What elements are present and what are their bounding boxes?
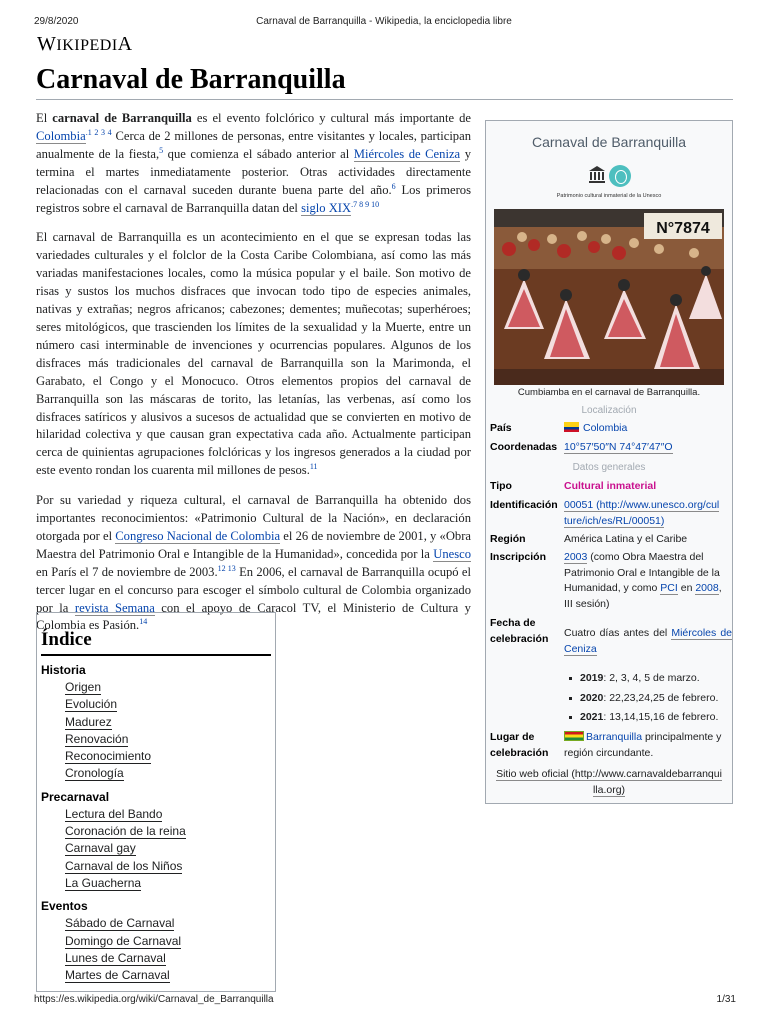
link-coordenadas[interactable]: 10°57′50″N 74°47′47″O: [564, 441, 673, 453]
toc-item: [41, 950, 271, 967]
toc-link[interactable]: Coronación de la reina: [65, 824, 186, 839]
toc-link[interactable]: La Guacherna: [65, 875, 142, 890]
ref-14[interactable]: 14: [139, 617, 148, 627]
toc-link[interactable]: Sábado de Carnaval: [65, 916, 175, 931]
link-siglo-xix[interactable]: siglo XIX: [301, 200, 352, 215]
toc-link[interactable]: Martes de Carnaval: [65, 968, 170, 983]
official-website-link[interactable]: Sitio web oficial (http://www.carnavaldebarranqui lla.org): [496, 768, 722, 796]
refs-12-13[interactable]: 12 13: [217, 563, 236, 573]
logo-caption: Patrimonio cultural inmaterial de la Unesco: [556, 193, 662, 199]
table-of-contents: [36, 612, 276, 992]
toc-link[interactable]: Carnaval gay: [65, 841, 136, 856]
toc-item: [41, 858, 271, 875]
toc-item: [41, 696, 271, 713]
toc-heading: Índice: [41, 629, 271, 656]
refs-1-4[interactable]: .1 2 3 4: [85, 127, 112, 137]
toc-section[interactable]: Precarnaval: [41, 789, 110, 804]
infobox: Carnaval de Barranquilla Patrimonio cultural inmaterial de la Unesco N°7874 Cumbiamba en el carnaval de Barranquilla. Localización País Colombia Coordenadas 10°57′50″N 74°47′47″O Datos generales Tipo Cultural inmaterial Identificación 00051 (http://www.unesco.org/cul ture/ich/es/RL/00051) Región América Latina y el Caribe Inscripción 2003 (como Obra Maestra del Patrimonio Oral e Intangible de la Humanidad, y como PCI en 2008, III sesión) Fecha de celebración Cuatro días antes del Miércoles de Ceniza 2019: 2, 3, 4, 5 de marzo. 2020: 22,23,24,25 de febrero. 2021: 13,14,15,16 de febrero. Lugar de celebración Barranquilla principalmente y región circundante. Sitio web oficial (http://www.carnavaldebarranqui lla.org): [485, 120, 733, 804]
ref-6[interactable]: 6: [391, 181, 396, 191]
toc-link[interactable]: Carnaval de los Niños: [65, 858, 183, 873]
toc-item: [41, 933, 271, 950]
link-identificacion[interactable]: 00051 (http://www.unesco.org/cul ture/ich/es/RL/00051): [564, 499, 720, 527]
article-body: [36, 110, 471, 647]
colombia-flag-icon: [564, 422, 579, 432]
toc-link[interactable]: Madurez: [65, 714, 112, 729]
section-datos-generales: Datos generales: [572, 462, 646, 473]
toc-section[interactable]: Historia: [41, 663, 86, 677]
infobox-title: Carnaval de Barranquilla: [531, 134, 687, 150]
link-pais-colombia[interactable]: Colombia: [583, 422, 628, 434]
link-pci[interactable]: PCI: [660, 582, 678, 594]
toc-link[interactable]: Renovación: [65, 731, 129, 746]
toc-item: [41, 679, 271, 696]
title-divider: [36, 99, 733, 100]
date-item: 2021: 13,14,15,16 de febrero.: [564, 710, 732, 726]
ref-5[interactable]: 5: [159, 145, 164, 155]
print-page-number: 1/31: [716, 994, 736, 1005]
link-2003[interactable]: 2003: [564, 551, 588, 563]
barranquilla-flag-icon: [564, 731, 584, 741]
toc-item: [41, 823, 271, 840]
toc-link[interactable]: Lunes de Carnaval: [65, 950, 166, 965]
refs-7-10[interactable]: .7 8 9 10: [351, 199, 380, 209]
toc-link[interactable]: Reconocimiento: [65, 749, 152, 764]
toc-item: [41, 806, 271, 823]
toc-item: [41, 967, 271, 984]
photo-sign: N°7874: [656, 220, 710, 237]
unesco-temple-icon: [588, 165, 606, 183]
print-title: Carnaval de Barranquilla - Wikipedia, la enciclopedia libre: [256, 16, 512, 27]
date-item: 2020: 22,23,24,25 de febrero.: [564, 691, 732, 707]
link-unesco[interactable]: Unesco: [433, 546, 471, 561]
print-url: https://es.wikipedia.org/wiki/Carnaval_de_Barranquilla: [34, 994, 274, 1005]
link-barranquilla[interactable]: Barranquilla: [586, 731, 643, 743]
toc-item: [41, 765, 271, 782]
infobox-logos: [486, 165, 732, 187]
section-localizacion: Localización: [581, 405, 637, 416]
celebration-dates: [564, 671, 732, 726]
link-2008[interactable]: 2008: [695, 582, 719, 594]
bold-term: carnaval de Barranquilla: [52, 111, 192, 125]
page-title: Carnaval de Barranquilla: [36, 64, 346, 95]
image-caption: Cumbiamba en el carnaval de Barranquilla.: [517, 387, 701, 398]
cumbiamba-photo[interactable]: [494, 209, 724, 385]
toc-section[interactable]: Eventos: [41, 899, 88, 914]
link-miercoles-de-ceniza[interactable]: Miércoles de Ceniza: [353, 146, 461, 161]
paragraph-description: El carnaval de Barranquilla es un acontecimiento en el que se expresan todas las variedades culturales y el folclor de la Costa Caribe Colombiana, así como las más variadas manifestaciones locales, como la música popular y el baile. Son motivo de risas y sustos los muchos disfraces que invocan todo tipo de especies animales, nativas y extrañas; negros africanos; cabezones; dementes; muñecotas; superhéroes; seres mitológicos, que trascienden los límites de la sexualidad y la Muerte, entre un número casi interminable de invenciones y ocurrencias populares. Algunos de los disfraces más tradicionales del carnaval de Barranquilla son la Marimonda, el Garabato, el Congo y el Monocuco. Otros elementos propios del carnaval de Barranquilla son las máscaras de torito, las letanías, las verbenas, así como los disfraces satíricos y alusivos a sucesos de actualidad que se convierten en motivo de hilaridad colectiva y que causan gran expectativa cada año. Actualmente participan cerca de quinientas agrupaciones folclóricas y los ingresos generados a la ciudad por este evento rondan los cuarenta mil millones de pesos.$^{11}$: [36, 230, 471, 478]
ref-11[interactable]: 11: [309, 462, 318, 472]
link-congreso[interactable]: Congreso Nacional de Colombia: [115, 528, 281, 543]
toc-link[interactable]: Cronología: [65, 766, 124, 781]
toc-item: [41, 714, 271, 731]
toc-link[interactable]: Lectura del Bando: [65, 806, 163, 821]
date-item: 2019: 2, 3, 4, 5 de marzo.: [564, 671, 732, 687]
tipo-value: Cultural inmaterial: [564, 480, 657, 492]
link-revista-semana[interactable]: revista Semana: [74, 600, 155, 615]
link-fecha-miercoles[interactable]: Miércoles de Ceniza: [564, 627, 732, 655]
toc-link[interactable]: Origen: [65, 680, 102, 694]
toc-item: [41, 875, 271, 892]
toc-item: [41, 731, 271, 748]
print-date: 29/8/2020: [34, 16, 79, 27]
link-colombia[interactable]: Colombia: [36, 128, 86, 143]
print-header: [0, 16, 768, 30]
intangible-heritage-icon: [609, 165, 631, 187]
toc-link[interactable]: Evolución: [65, 697, 118, 712]
toc-item: [41, 840, 271, 857]
paragraph-intro: El carnaval de Barranquilla es el evento folclórico y cultural más importante de Colombia$^{.1 2 3 4}$ Cerca de 2 millones de personas, entre visitantes y locales, participan anualmente de la fiesta,$^5$ que comienza el sábado anterior al Miércoles de Ceniza y termina el martes inmediatamente posterior. Otras actividades directamente relacionadas con el carnaval suceden durante buena parte del año.$^6$ Los primeros registros sobre el carnaval de Barranquilla datan del siglo $XIX^{.7 8 9 10}$: [36, 111, 471, 215]
toc-list: [41, 662, 271, 984]
wikipedia-logo[interactable]: WIKIPEDIA: [37, 33, 133, 55]
toc-link[interactable]: Domingo de Carnaval: [65, 933, 182, 948]
paragraph-recognition: Por su variedad y riqueza cultural, el carnaval de Barranquilla ha obtenido dos importantes reconocimientos: «Patrimonio Cultural de la Nación», en declaración otorgada por el Congreso Nacional de Colombia el 26 de noviembre de 2001, y «Obra Maestra del Patrimonio Oral e Intangible de la Humanidad», concedida por la Unesco en París el 7 de noviembre de 2003.$^{12 13}$ En 2006, el carnaval de Barranquilla ocupó el tercer lugar en el concurso para escoger el símbolo cultural de Colombia organizado por la revista Semana con el apoyo de Caracol TV, el Ministerio de Cultura y Colombia es Pasión.$^{14}$: [36, 493, 471, 633]
toc-item: [41, 915, 271, 932]
toc-item: [41, 748, 271, 765]
